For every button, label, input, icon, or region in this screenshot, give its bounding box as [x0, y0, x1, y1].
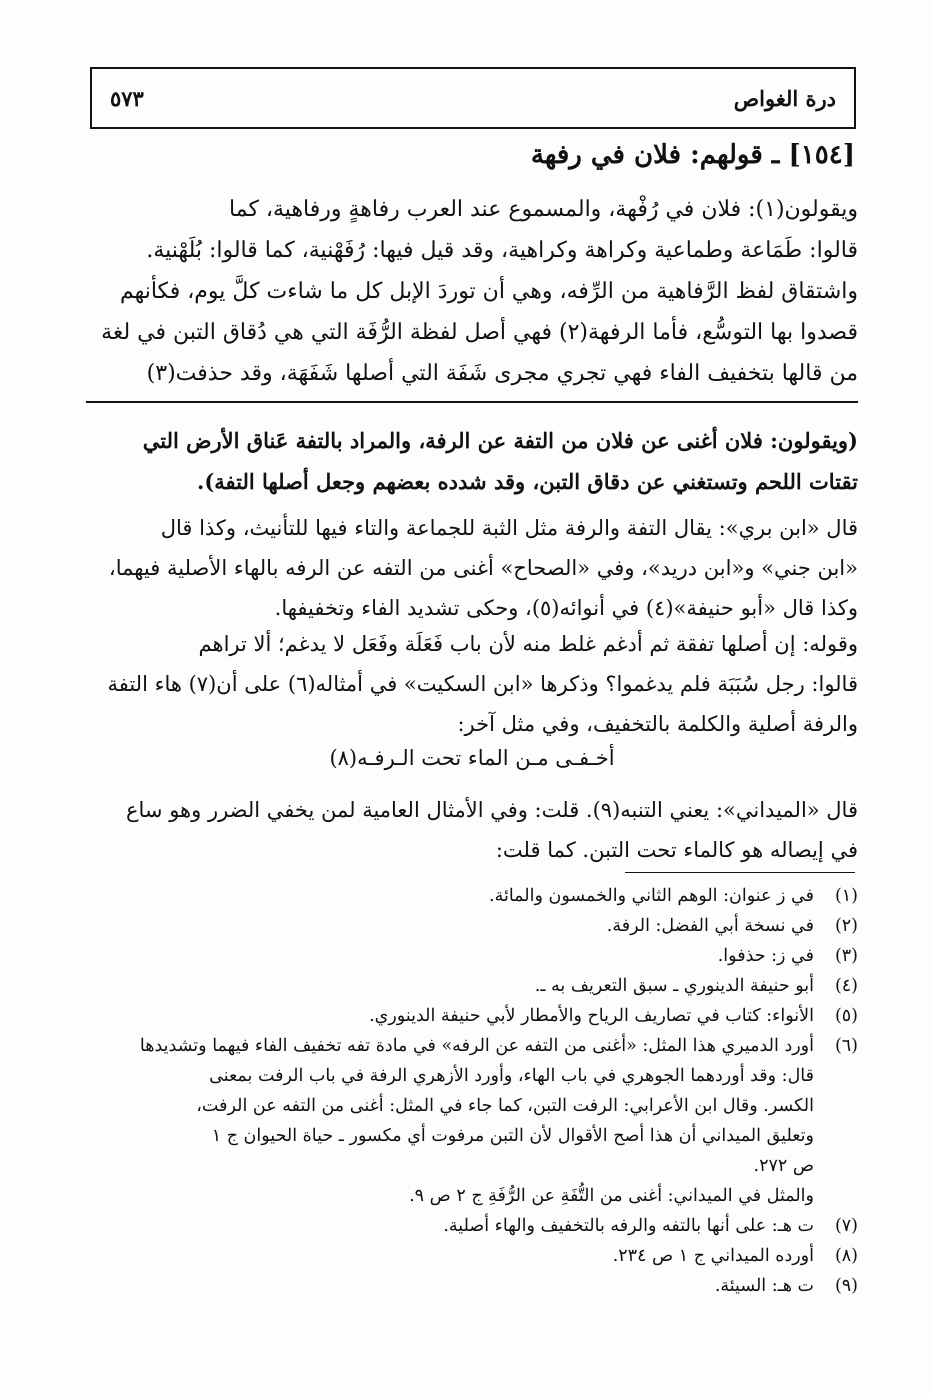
text-line: قصدوا بها التوسُّع، فأما الرفهة(٢) فهي أصل لفظة الرُّفَة التي هي دُقاق التبن في لغة	[101, 320, 858, 345]
footnote-text: ص ٢٧٢.	[753, 1156, 814, 1176]
footnote	[86, 1001, 858, 1031]
section-divider	[86, 401, 858, 403]
text-line: قال «ابن بري»: يقال التفة والرفة مثل الثبة للجماعة والتاء فيها للتأنيث، وكذا قال	[160, 516, 858, 540]
footnote-text: في ز عنوان: الوهم الثاني والخمسون والمائة.	[489, 886, 814, 906]
footnote-text: الكسر. وقال ابن الأعرابي: الرفت التبن، كما جاء في المثل: أغنى من التفه عن الرفت،	[196, 1096, 814, 1116]
footnote-text: ت هـ: السيئة.	[714, 1276, 814, 1296]
text-line: «ابن جني» و«ابن دريد»، وفي «الصحاح» أغنى من التفه عن الرفه بالهاء الأصلية فيهما،	[108, 556, 858, 580]
running-header	[90, 67, 856, 129]
footnote-divider	[625, 872, 855, 873]
commentary-paragraph-1	[86, 508, 858, 628]
text-line: قالوا: طَمَاعة وطماعية وكراهة وكراهية، وقد قيل فيها: رُفَهْنية، كما قالوا: بُلَهْنية.	[146, 238, 858, 263]
text-line: وكذا قال «أبو حنيفة»(٤) في أنوائه(٥)، وحكى تشديد الفاء وتخفيفها.	[274, 596, 858, 620]
footnote-number: (٧)	[834, 1216, 858, 1236]
footnote-text: أبو حنيفة الدينوري ـ سبق التعريف به ـ.	[534, 976, 814, 996]
footnote	[86, 881, 858, 911]
footnote-number: (٥)	[834, 1006, 858, 1026]
commentary-paragraph-3	[86, 790, 858, 870]
text-line: قالوا: رجل سُبَبَة فلم يدغموا؟ وذكرها «ابن السكيت» في أمثاله(٦) على أن(٧) هاء التفة	[107, 672, 858, 696]
footnote-text: قال: وقد أوردهما الجوهري في باب الهاء، وأورد الأزهري الرفة في باب الرفت بمعنى	[209, 1066, 814, 1086]
footnote-number: (١)	[834, 886, 858, 906]
footnote-number: (٣)	[834, 946, 858, 966]
footnote-number: (٢)	[834, 916, 858, 936]
footnote	[86, 971, 858, 1001]
footnote-number: (٨)	[834, 1246, 858, 1266]
text-line: (ويقولون: فلان أغنى عن فلان من التفة عن الرفة، والمراد بالتفة عَناق الأرض التي	[142, 428, 858, 453]
text-line: وقوله: إن أصلها تفقة ثم أدغم غلط منه لأن باب فَعَلَة وفَعَل لا يدغم؛ ألا تراهم	[198, 632, 858, 656]
footnote	[86, 1031, 858, 1211]
text-line: ويقولون(١): فلان في رُفْهة، والمسموع عند العرب رفاهةٍ ورفاهية، كما	[229, 197, 858, 222]
footnote-number: (٤)	[834, 976, 858, 996]
verse-line: أخـفـى مـن الماء تحت الـرفـه(٨)	[329, 746, 615, 770]
footnote-text: والمثل في الميداني: أغنى من التُّفَةِ عن الرُّفَةِ ج ٢ ص ٩.	[409, 1186, 814, 1206]
text-line: قال «الميداني»: يعني التنبه(٩). قلت: وفي الأمثال العامية لمن يخفي الضرر وهو ساع	[126, 798, 858, 822]
text-line: من قالها بتخفيف الفاء فهي تجري مجرى شَفَة التي أصلها شَفَهَة، وقد حذفت(٣)	[146, 361, 858, 386]
footnote-number: (٦)	[834, 1036, 858, 1056]
footnote	[86, 1211, 858, 1241]
header-title: درة الغواص	[733, 85, 836, 111]
footnote-text: في ز: حذفوا.	[717, 946, 814, 966]
footnote	[86, 911, 858, 941]
text-line: والرفة أصلية والكلمة بالتخفيف، وفي مثل آخر:	[457, 712, 858, 736]
footnote-text: الأنواء: كتاب في تصاريف الرياح والأمطار لأبي حنيفة الدينوري.	[369, 1006, 814, 1026]
text-line: واشتقاق لفظ الرَّفاهية من الرِّفه، وهي أن توردَ الإبل كل ما شاءت كلَّ يوم، فكأنهم	[119, 279, 858, 304]
footnote	[86, 1241, 858, 1271]
footnote	[86, 1271, 858, 1301]
footnotes	[86, 881, 858, 1301]
footnote-text: ت هـ: على أنها بالتفه والرفه بالتخفيف والهاء أصلية.	[443, 1216, 814, 1236]
text-line: تقتات اللحم وتستغني عن دقاق التبن، وقد شدده بعضهم وجعل أصلها التفة).	[197, 469, 858, 494]
footnote-text: أورده الميداني ج ١ ص ٢٣٤.	[612, 1246, 814, 1266]
quoted-passage	[86, 420, 858, 502]
footnote-text: أورد الدميري هذا المثل: «أغنى من التفه عن الرفه» في مادة تفه تخفيف الفاء فيهما وتشديدها	[139, 1036, 814, 1056]
footnote-text: في نسخة أبي الفضل: الرفة.	[606, 916, 814, 936]
footnote-number: (٩)	[834, 1276, 858, 1296]
page-number: ٥٧٣	[110, 85, 144, 111]
main-text	[86, 189, 858, 394]
footnote	[86, 941, 858, 971]
commentary-paragraph-2	[86, 624, 858, 744]
footnote-text: وتعليق الميداني أن هذا أصح الأقوال لأن التبن مرفوت أي مكسور ـ حياة الحيوان ج ١	[211, 1126, 814, 1146]
section-title: [١٥٤] ـ قولهم: فلان في رفهة	[530, 140, 855, 170]
text-line: في إيصاله هو كالماء تحت التبن. كما قلت:	[495, 838, 858, 862]
